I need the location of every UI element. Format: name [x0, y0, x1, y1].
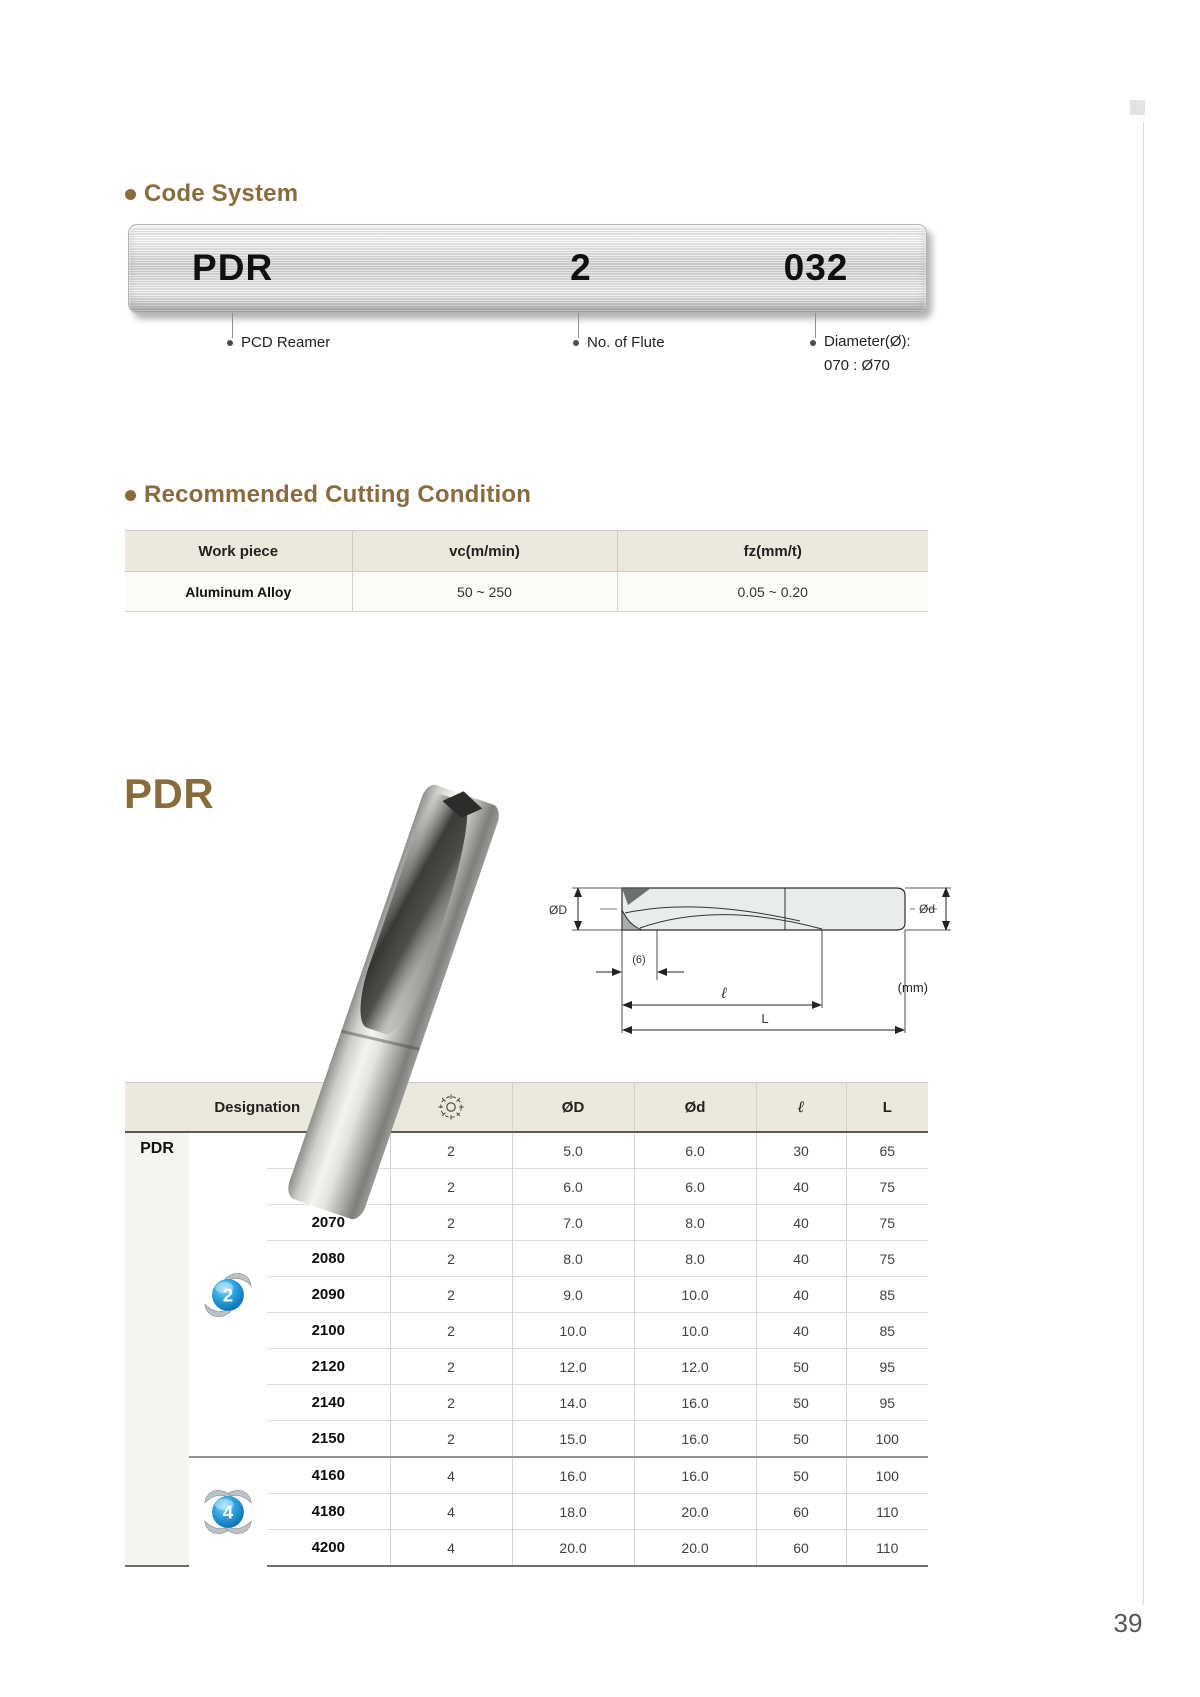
svg-text:4: 4 [222, 1501, 234, 1523]
flutes-value: 4 [390, 1494, 512, 1530]
od-small-value: 16.0 [634, 1421, 756, 1458]
svg-text:2: 2 [222, 1283, 234, 1305]
flute-length-value: 40 [756, 1313, 846, 1349]
flutes-value: 2 [390, 1205, 512, 1241]
total-length-value: 100 [846, 1421, 928, 1458]
od-value: 7.0 [512, 1205, 634, 1241]
dim-label-OD: ØD [549, 903, 567, 917]
flute-length-value: 40 [756, 1169, 846, 1205]
designation-value: 2080 [267, 1241, 390, 1277]
callout-no-of-flute [573, 334, 665, 351]
total-length-value: 110 [846, 1530, 928, 1567]
flute-2-badge-icon [203, 1270, 253, 1320]
flutes-value: 2 [390, 1421, 512, 1458]
product-title: PDR [124, 770, 215, 817]
od-small-header: Ød [634, 1083, 756, 1133]
flutes-value: 2 [390, 1277, 512, 1313]
code-bar [128, 224, 927, 313]
flute-length-value: 30 [756, 1132, 846, 1169]
designation-value: 2140 [267, 1385, 390, 1421]
od-value: 18.0 [512, 1494, 634, 1530]
od-small-value: 8.0 [634, 1205, 756, 1241]
work-piece-header: Work piece [125, 531, 352, 572]
od-value: 10.0 [512, 1313, 634, 1349]
od-value: 8.0 [512, 1241, 634, 1277]
callout-pcd-reamer [227, 334, 330, 351]
dim-label-tip: (6) [632, 954, 646, 966]
total-length-value: 100 [846, 1457, 928, 1494]
od-value: 16.0 [512, 1457, 634, 1494]
flute-4-badge-icon [203, 1487, 253, 1537]
tool-outline [622, 888, 905, 930]
flute-length-value: 50 [756, 1385, 846, 1421]
table-header-row [125, 1083, 928, 1133]
callout-label: No. of Flute [587, 334, 665, 351]
od-value: 20.0 [512, 1530, 634, 1567]
designation-header: Designation [125, 1083, 390, 1133]
dim-label-total-length: L [761, 1011, 769, 1026]
table-header-row [125, 531, 928, 572]
fz-header: fz(mm/t) [617, 531, 928, 572]
table-row [125, 1457, 928, 1494]
flutes-value: 2 [390, 1385, 512, 1421]
cutting-condition-table [125, 530, 928, 612]
flute-length-value: 60 [756, 1494, 846, 1530]
unit-note: (mm) [897, 980, 928, 995]
designation-value: 2100 [267, 1313, 390, 1349]
flutes-value: 4 [390, 1457, 512, 1494]
bullet-icon [810, 340, 816, 346]
od-small-value: 6.0 [634, 1169, 756, 1205]
flute-length-value: 50 [756, 1421, 846, 1458]
flute-length-value: 40 [756, 1205, 846, 1241]
bullet-icon [125, 490, 136, 501]
total-length-header: L [846, 1083, 928, 1133]
page-number: 39 [1113, 1608, 1143, 1638]
flute-length-header: ℓ [756, 1083, 846, 1133]
margin-rule [1143, 122, 1144, 1605]
od-small-value: 16.0 [634, 1385, 756, 1421]
flutes-value: 2 [390, 1313, 512, 1349]
total-length-value: 95 [846, 1385, 928, 1421]
code-segment-diameter: 032 [783, 246, 849, 288]
total-length-value: 110 [846, 1494, 928, 1530]
total-length-value: 95 [846, 1349, 928, 1385]
dimension-table [125, 1082, 928, 1567]
flute-length-value: 50 [756, 1349, 846, 1385]
designation-value: 2090 [267, 1277, 390, 1313]
designation-value: 4200 [267, 1530, 390, 1567]
vc-value: 50 ~ 250 [352, 572, 617, 612]
dim-label-Od: Ød [918, 902, 936, 916]
od-small-value: 10.0 [634, 1313, 756, 1349]
designation-value: 2120 [267, 1349, 390, 1385]
cutting-condition-heading [125, 481, 531, 509]
callout-label: Diameter(Ø): [824, 333, 911, 350]
work-piece-value: Aluminum Alloy [125, 572, 352, 612]
vc-header: vc(m/min) [352, 531, 617, 572]
flute-badge-4-cell [189, 1457, 267, 1566]
od-small-value: 20.0 [634, 1530, 756, 1567]
bullet-icon [227, 340, 233, 346]
code-segment-flutes: 2 [570, 246, 592, 288]
designation-value: 2070 [267, 1205, 390, 1241]
section-title: Recommended Cutting Condition [144, 481, 532, 508]
od-value: 12.0 [512, 1349, 634, 1385]
od-value: 9.0 [512, 1277, 634, 1313]
flute-length-value: 60 [756, 1530, 846, 1567]
table-row [125, 1132, 928, 1169]
od-header: ØD [512, 1083, 634, 1133]
technical-drawing [500, 812, 960, 1040]
flute-length-value: 50 [756, 1457, 846, 1494]
od-small-value: 20.0 [634, 1494, 756, 1530]
flute-badge-2-cell [189, 1132, 267, 1457]
callout-label: PCD Reamer [241, 334, 331, 351]
flutes-value: 2 [390, 1241, 512, 1277]
od-value: 15.0 [512, 1421, 634, 1458]
designation-value: 2150 [267, 1421, 390, 1458]
od-small-value: 6.0 [634, 1132, 756, 1169]
dim-label-flute-length: ℓ [721, 985, 727, 1002]
flutes-value: 2 [390, 1349, 512, 1385]
od-small-value: 16.0 [634, 1457, 756, 1494]
section-title: Code System [144, 180, 299, 207]
code-segment-series: PDR [192, 246, 274, 288]
od-value: 14.0 [512, 1385, 634, 1421]
brand-cell: PDR [125, 1132, 189, 1566]
od-small-value: 10.0 [634, 1277, 756, 1313]
flute-count-header [390, 1083, 512, 1133]
fz-value: 0.05 ~ 0.20 [617, 572, 928, 612]
designation-value: 4180 [267, 1494, 390, 1530]
table-row [125, 572, 928, 612]
callout-label-line2: 070 : Ø70 [824, 356, 890, 374]
total-length-value: 85 [846, 1313, 928, 1349]
bullet-icon [125, 189, 136, 200]
od-small-value: 12.0 [634, 1349, 756, 1385]
flute-length-value: 40 [756, 1241, 846, 1277]
total-length-value: 75 [846, 1169, 928, 1205]
flute-count-icon [436, 1092, 466, 1122]
total-length-value: 75 [846, 1241, 928, 1277]
code-system-heading [125, 180, 298, 208]
total-length-value: 65 [846, 1132, 928, 1169]
od-small-value: 8.0 [634, 1241, 756, 1277]
od-value: 5.0 [512, 1132, 634, 1169]
flutes-value: 4 [390, 1530, 512, 1567]
od-value: 6.0 [512, 1169, 634, 1205]
bullet-icon [573, 340, 579, 346]
designation-value: 4160 [267, 1457, 390, 1494]
callout-diameter [810, 334, 911, 374]
flutes-value: 2 [390, 1132, 512, 1169]
total-length-value: 85 [846, 1277, 928, 1313]
margin-marker [1130, 100, 1145, 115]
flutes-value: 2 [390, 1169, 512, 1205]
flute-length-value: 40 [756, 1277, 846, 1313]
total-length-value: 75 [846, 1205, 928, 1241]
